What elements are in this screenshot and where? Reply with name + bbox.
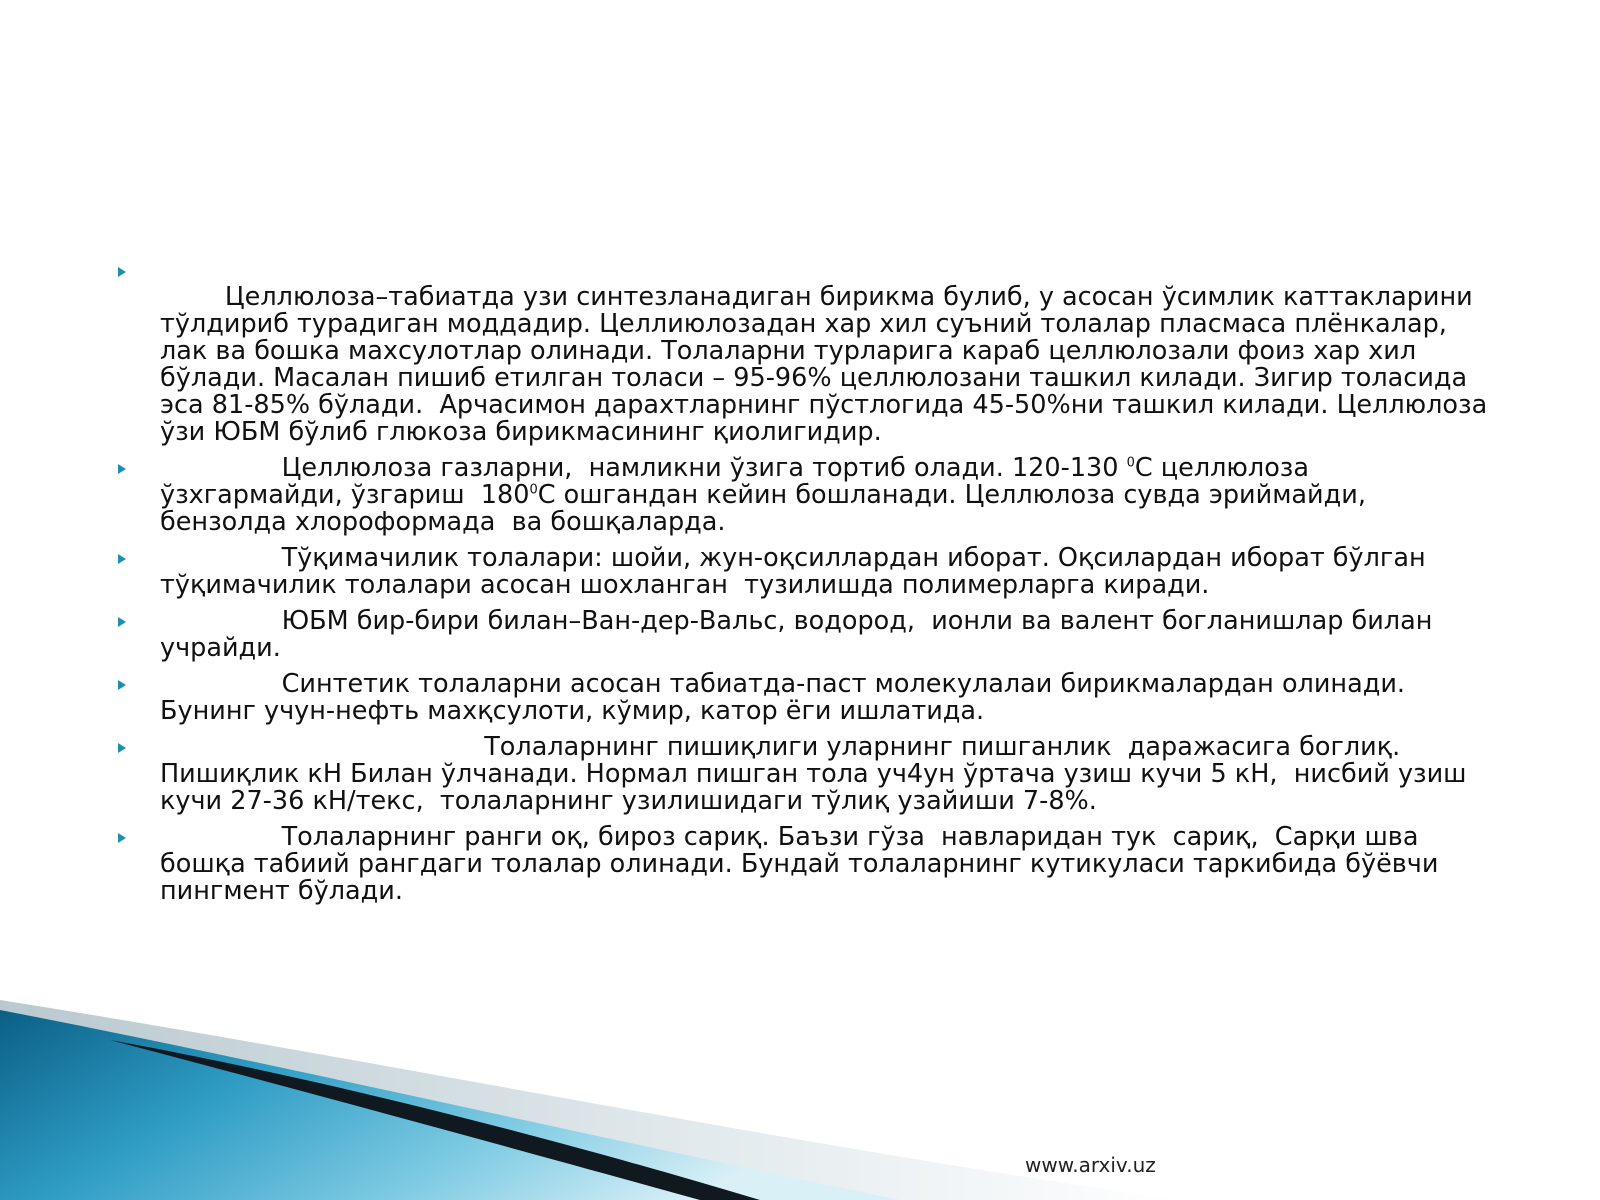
degree-superscript: 0 bbox=[529, 482, 538, 498]
triangle-bullet-icon bbox=[118, 554, 126, 564]
bullet-text: Толаларнинг пишиқлиги уларнинг пишганлик даражасига боглиқ. Пишиқлик кН Билан ўлчанади. Нормал пишган тола уч4ун ўртача узиш кучи 5 кН, нисбий узиш кучи 27-36 кН/текс, толаларнинг узилишидаги тўлиқ узайиши 7-8%. bbox=[160, 732, 1475, 816]
bullet-text: ЮБМ бир-бири билан–Ван-дер-Вальс, водород, ионли ва валент богланишлар билан учрайди. bbox=[160, 606, 1441, 663]
bullet-item bbox=[118, 824, 1498, 905]
bullet-item bbox=[118, 671, 1498, 725]
footer-url[interactable]: www.arxiv.uz bbox=[1025, 1153, 1156, 1177]
slide-content bbox=[118, 258, 1498, 914]
bullet-item bbox=[118, 455, 1498, 536]
bullet-text: Целлюлоза газларни, намликни ўзига тортиб олади. 120-130 $^0$C целлюлоза ўзхгармайди, ўзгариш $180^0С$ ошгандан кейин бошланади. Целлюлоза сувда эриймайди, бензолда хлороформада ва бошқаларда. bbox=[160, 453, 1375, 537]
bullet-item bbox=[118, 545, 1498, 599]
bullet-text: Целлюлоза–табиатда узи синтезланадиган бирикма булиб, у асосан ўсимлик каттакларини тўлдириб турадиган моддадир. Целлиюлозадан хар хил суъний толалар пласмаса плёнкалар, лак ва бошка махсулотлар олинади. Толаларни турларига караб целлюлозали фоиз хар хил бўлади. Масалан пишиб етилган толаси – 95-96% целлюлозани ташкил килади. Зигир толасида эса 81-85% бўлади. Арчасимон дарахтларнинг пўстлогида 45-50%ни ташкил килади. Целлюлоза ўзи ЮБМ бўлиб глюкоза бирикмасининг қиолигидир. bbox=[160, 282, 1496, 447]
triangle-bullet-icon bbox=[118, 267, 126, 277]
bullet-item bbox=[118, 734, 1498, 815]
bullet-text: Толаларнинг ранги оқ, бироз сариқ. Баъзи гўза навларидан тук сариқ, Сарқи шва бошқа табиий рангдаги толалар олинади. Бундай толаларнинг кутикуласи таркибида бўёвчи пингмент бўлади. bbox=[160, 822, 1447, 906]
bullet-text: Синтетик толаларни асосан табиатда-паст молекулалаи бирикмалардан олинади. Бунинг учун-нефть махқсулоти, кўмир, катор ёги ишлатида. bbox=[160, 669, 1414, 726]
triangle-bullet-icon bbox=[118, 464, 126, 474]
bullet-text: Тўқимачилик толалари: шойи, жун-оқсиллардан иборат. Оқсилардан иборат бўлган тўқимачилик толалари асосан шохланган тузилишда полимерларга киради. bbox=[160, 543, 1434, 600]
triangle-bullet-icon bbox=[118, 833, 126, 843]
bullet-item bbox=[118, 608, 1498, 662]
triangle-bullet-icon bbox=[118, 617, 126, 627]
bullet-item bbox=[118, 258, 1498, 446]
bullet-list bbox=[118, 258, 1498, 905]
degree-superscript: 0 bbox=[1126, 455, 1135, 471]
triangle-bullet-icon bbox=[118, 680, 126, 690]
triangle-bullet-icon bbox=[118, 743, 126, 753]
